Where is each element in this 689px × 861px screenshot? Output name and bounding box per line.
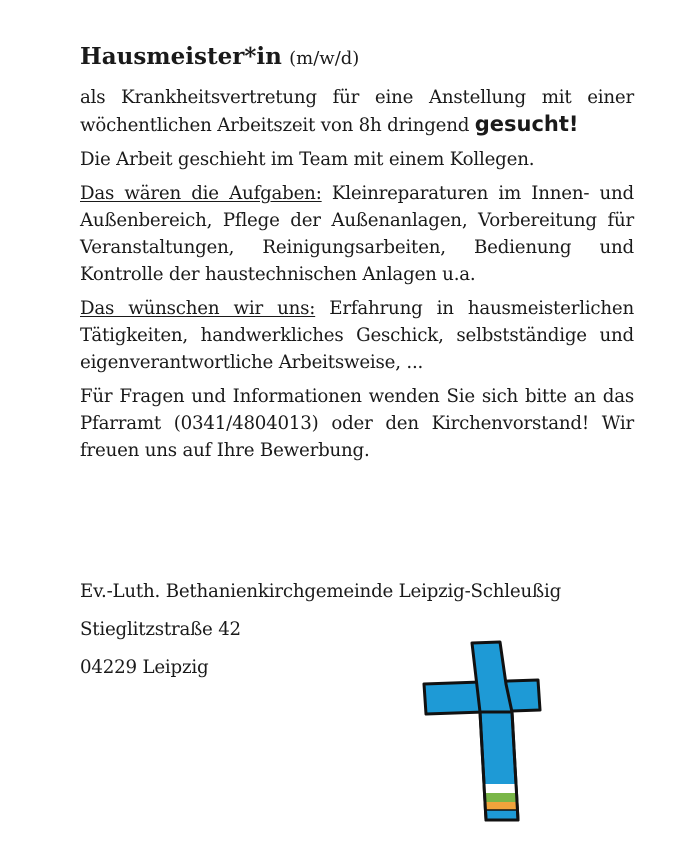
intro-text: als Krankheitsvertretung für eine Anstellung mit einer wöchentlichen Arbeitszeit von 8h dringend — [80, 87, 634, 136]
cross-icon — [422, 640, 542, 822]
intro-paragraph — [80, 84, 634, 139]
tasks-paragraph — [80, 180, 634, 288]
wishes-text: Erfahrung in hausmeisterlichen Tätigkeiten, handwerkliches Geschick, selbstständige und eigenverantwortliche Arbeitsweise, ... — [80, 298, 635, 373]
band-green — [485, 793, 517, 802]
page-title — [80, 42, 634, 74]
organization-name: Ev.-Luth. Bethanienkirchgemeinde Leipzig-Schleußig — [80, 581, 562, 602]
contact-paragraph: Für Fragen und Informationen wenden Sie sich bitte an das Pfarramt (0341/4804013) oder den Kirchenvorstand! Wir freuen uns auf Ihre Bewerbung. — [80, 386, 634, 461]
tasks-text: Kleinreparaturen im Innen- und Außenbereich, Pflege der Außenanlagen, Vorbereitung für Veranstaltungen, Reinigungsarbeiten, Bedienung und Kontrolle der haustechnischen Anlagen u.a. — [80, 183, 634, 285]
gender-qualifier: (m/w/d) — [289, 48, 360, 69]
wishes-paragraph — [80, 295, 634, 376]
band-white — [485, 784, 517, 793]
street-address: Stieglitzstraße 42 — [80, 619, 241, 640]
tasks-label: Das wären die Aufgaben: — [80, 183, 322, 204]
team-paragraph: Die Arbeit geschieht im Team mit einem Kollegen. — [80, 149, 535, 170]
band-orange — [485, 802, 517, 810]
city-address: 04229 Leipzig — [80, 657, 209, 678]
job-title: Hausmeister*in — [80, 43, 282, 70]
intro-emphasis: gesucht! — [474, 112, 579, 136]
job-posting — [80, 42, 634, 471]
wishes-label: Das wünschen wir uns: — [80, 298, 316, 319]
